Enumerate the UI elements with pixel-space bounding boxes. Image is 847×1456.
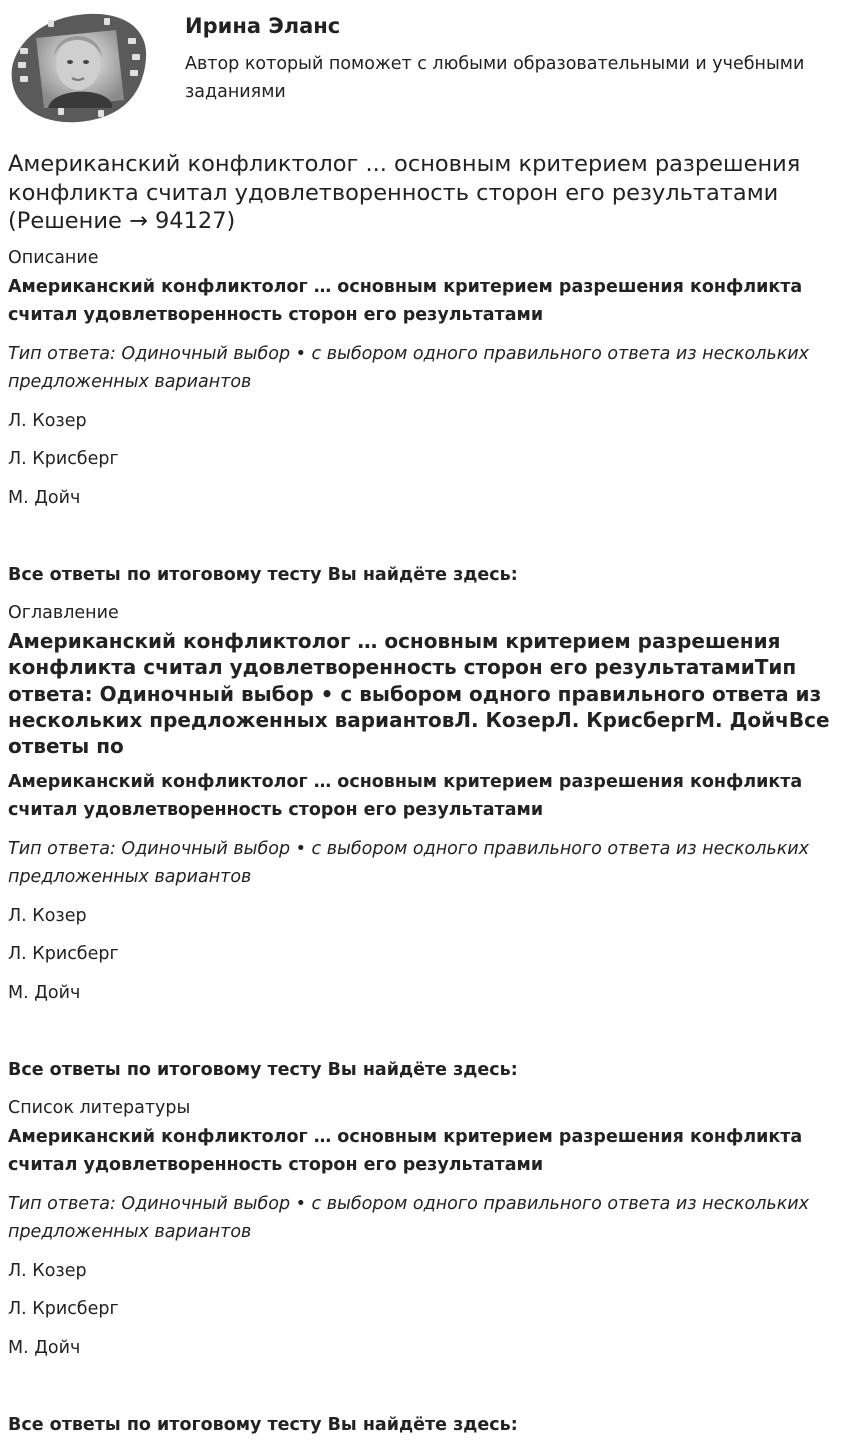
answer-option: М. Дойч (8, 488, 81, 508)
all-answers-link[interactable]: Все ответы по итоговому тесту Вы найдёте здесь: (8, 1060, 518, 1080)
answer-type: Тип ответа: Одиночный выбор • с выбором одного правильного ответа из нескольких предложенных вариантов (8, 344, 810, 392)
answer-option: Л. Крисберг (8, 449, 119, 469)
question-text: Американский конфликтолог … основным критерием разрешения конфликта считал удовлетворенность сторон его результатами (8, 772, 803, 820)
author-description: Автор который поможет с любыми образовательными и учебными заданиями (185, 54, 805, 102)
answer-option: М. Дойч (8, 1338, 81, 1358)
toc-content: Американский конфликтолог … основным критерием разрешения конфликта считал удовлетворенность сторон его результатамиТип ответа: Одиночный выбор • с выбором одного правильного ответа из нескольких предложенных вариантовЛ. КозерЛ. КрисбергМ. ДойчВсе ответы по (8, 629, 830, 759)
section-label-toc: Оглавление (8, 603, 119, 623)
answer-option: Л. Крисберг (8, 944, 119, 964)
answer-type: Тип ответа: Одиночный выбор • с выбором одного правильного ответа из нескольких предложенных вариантов (8, 1194, 810, 1242)
all-answers-link[interactable]: Все ответы по итоговому тесту Вы найдёте здесь: (8, 1415, 518, 1435)
section-label-description: Описание (8, 248, 99, 268)
answer-option: М. Дойч (8, 983, 81, 1003)
author-name[interactable]: Ирина Эланс (185, 14, 341, 38)
question-text: Американский конфликтолог … основным критерием разрешения конфликта считал удовлетворенность сторон его результатами (8, 1127, 803, 1175)
answer-option: Л. Козер (8, 411, 87, 431)
answer-option: Л. Козер (8, 906, 87, 926)
page-title: Американский конфликтолог ... основным критерием разрешения конфликта считал удовлетворенность сторон его результатами (Решение → 94127) (8, 151, 801, 234)
all-answers-link[interactable]: Все ответы по итоговому тесту Вы найдёте здесь: (8, 565, 518, 585)
answer-option: Л. Крисберг (8, 1299, 119, 1319)
answer-type: Тип ответа: Одиночный выбор • с выбором одного правильного ответа из нескольких предложенных вариантов (8, 839, 810, 887)
author-header (0, 0, 847, 140)
question-text: Американский конфликтолог … основным критерием разрешения конфликта считал удовлетворенность сторон его результатами (8, 277, 803, 325)
answer-option: Л. Козер (8, 1261, 87, 1281)
section-label-literature: Список литературы (8, 1098, 191, 1118)
author-avatar[interactable] (8, 8, 150, 126)
